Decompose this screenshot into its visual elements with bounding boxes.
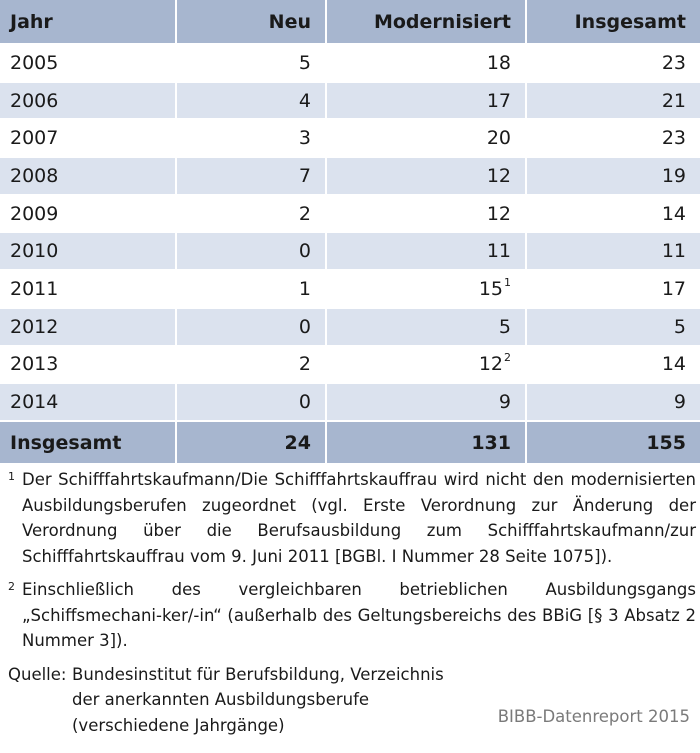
total-insgesamt: 155: [526, 421, 700, 465]
modernisiert-value: 17: [486, 89, 511, 112]
cell-neu: 1: [176, 270, 326, 308]
cell-insgesamt: 14: [526, 346, 700, 384]
cell-neu: 2: [176, 195, 326, 233]
cell-modernisiert: [326, 82, 526, 120]
source: [0, 662, 700, 739]
cell-jahr: 2014: [0, 383, 176, 421]
source-line-2: der anerkannten Ausbildungsberufe: [72, 690, 370, 709]
table-row: [0, 82, 700, 120]
source-line-3: (verschiedene Jahrgänge): [72, 715, 285, 735]
cell-neu: 0: [176, 308, 326, 346]
modernisiert-value: 12: [486, 202, 511, 225]
footnotes: [0, 463, 700, 738]
credit: BIBB-Datenreport 2015: [497, 707, 690, 726]
cell-modernisiert: [326, 308, 526, 346]
cell-modernisiert: [326, 383, 526, 421]
cell-modernisiert: [326, 232, 526, 270]
table-row: [0, 383, 700, 421]
cell-insgesamt: 17: [526, 270, 700, 308]
source-label: Quelle:: [8, 664, 67, 684]
cell-modernisiert: [326, 119, 526, 157]
table-footer: [0, 421, 700, 465]
footnote-1-text: Der Schifffahrtskaufmann/Die Schifffahrtskauffrau wird nicht den modernisierten Ausbildungsberufen zugeordnet (vgl. Erste Verordnung zur Änderung der Verordnung über die Berufsausbildung zum Schifffahrtskaufmann/zur Schifffahrtskauffrau vom 9. Juni 2011 [BGBl. I Nummer 28 Seite 1075]).: [22, 470, 696, 566]
footnote-ref: 2: [504, 351, 511, 365]
table-row: [0, 195, 700, 233]
modernisiert-value: 9: [498, 391, 511, 414]
cell-jahr: 2013: [0, 346, 176, 384]
header-row: [0, 0, 700, 44]
cell-jahr: 2009: [0, 195, 176, 233]
cell-jahr: 2011: [0, 270, 176, 308]
cell-insgesamt: 21: [526, 82, 700, 120]
total-modernisiert: 131: [326, 421, 526, 465]
cell-jahr: 2005: [0, 44, 176, 82]
footnote-2-text: Einschließlich des vergleichbaren betrieblichen Ausbildungsgangs „Schiffsmechani-ker/-in“ (außerhalb des Geltungsbereichs des BBiG [§ 3 Absatz 2 Nummer 3]).: [22, 580, 696, 650]
cell-modernisiert: [326, 270, 526, 308]
cell-jahr: 2010: [0, 232, 176, 270]
cell-neu: 3: [176, 119, 326, 157]
header-jahr: Jahr: [0, 0, 176, 44]
cell-jahr: 2008: [0, 157, 176, 195]
total-neu: 24: [176, 421, 326, 465]
footnote-ref: 1: [504, 275, 511, 289]
table-row: [0, 346, 700, 384]
modernisiert-value: 12: [486, 164, 511, 187]
footnote-1-mark: 1: [8, 470, 15, 483]
footnote-2-mark: 2: [8, 580, 15, 593]
cell-modernisiert: [326, 44, 526, 82]
cell-jahr: 2012: [0, 308, 176, 346]
modernisiert-value: 11: [486, 240, 511, 263]
footnote-2: [0, 577, 700, 654]
cell-insgesamt: 23: [526, 119, 700, 157]
total-label: Insgesamt: [0, 421, 176, 465]
modernisiert-value: 12: [478, 353, 503, 376]
table-row: [0, 157, 700, 195]
modernisiert-value: 20: [486, 127, 511, 150]
cell-modernisiert: [326, 157, 526, 195]
header-insgesamt: Insgesamt: [526, 0, 700, 44]
cell-neu: 4: [176, 82, 326, 120]
source-line-1: Bundesinstitut für Berufsbildung, Verzeichnis: [72, 664, 444, 684]
table-row: [0, 119, 700, 157]
cell-jahr: 2006: [0, 82, 176, 120]
cell-insgesamt: 11: [526, 232, 700, 270]
header-modernisiert: Modernisiert: [326, 0, 526, 44]
total-row: [0, 421, 700, 465]
table-row: [0, 270, 700, 308]
modernisiert-value: 15: [478, 277, 503, 300]
footnote-1: [0, 467, 700, 569]
cell-modernisiert: [326, 195, 526, 233]
cell-neu: 7: [176, 157, 326, 195]
cell-insgesamt: 9: [526, 383, 700, 421]
cell-insgesamt: 14: [526, 195, 700, 233]
cell-insgesamt: 23: [526, 44, 700, 82]
cell-insgesamt: 19: [526, 157, 700, 195]
modernisiert-value: 18: [486, 51, 511, 74]
cell-insgesamt: 5: [526, 308, 700, 346]
cell-modernisiert: [326, 346, 526, 384]
modernisiert-value: 5: [498, 315, 511, 338]
table-row: [0, 44, 700, 82]
cell-neu: 0: [176, 232, 326, 270]
cell-neu: 5: [176, 44, 326, 82]
cell-jahr: 2007: [0, 119, 176, 157]
table-body: [0, 44, 700, 421]
cell-neu: 0: [176, 383, 326, 421]
table-header: [0, 0, 700, 44]
header-neu: Neu: [176, 0, 326, 44]
cell-neu: 2: [176, 346, 326, 384]
source-text: [72, 662, 700, 739]
table-row: [0, 232, 700, 270]
table-row: [0, 308, 700, 346]
